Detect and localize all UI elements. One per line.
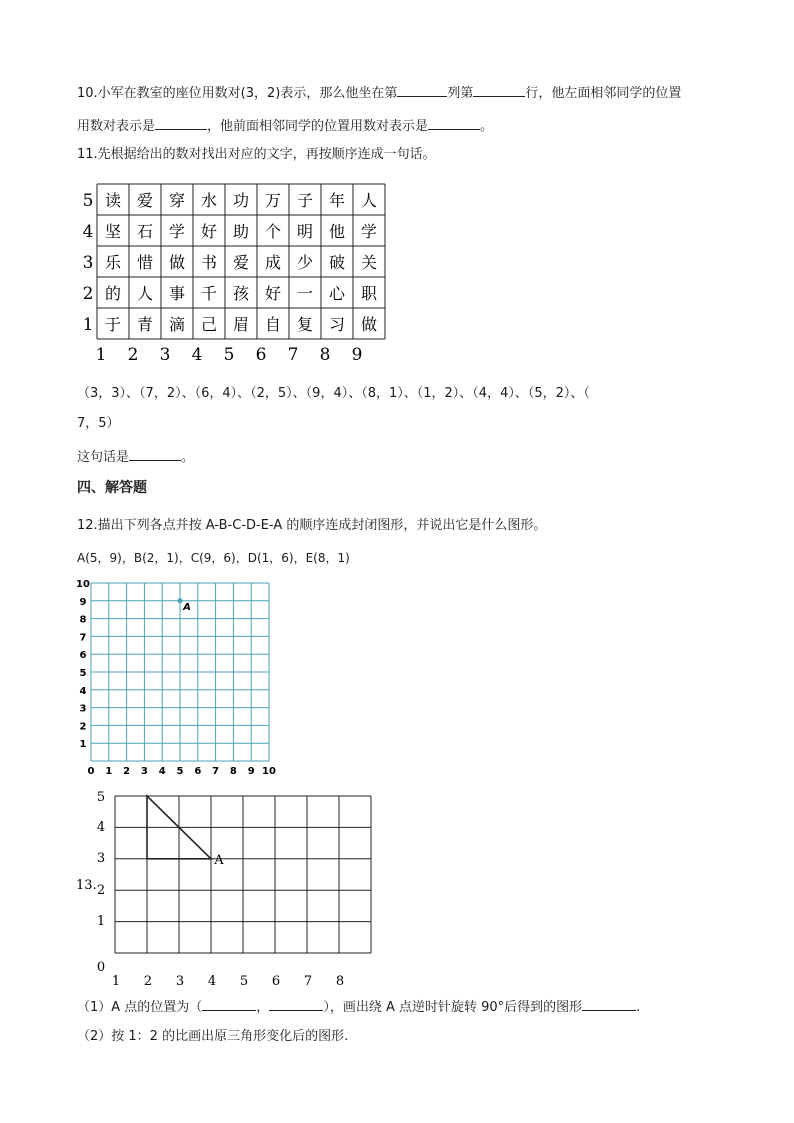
y-axis-label: 2 xyxy=(79,721,87,733)
grid-character: 习 xyxy=(328,315,346,334)
x-axis-label: 10 xyxy=(262,766,276,776)
grid-character: 学 xyxy=(168,222,186,241)
row-label: 3 xyxy=(82,253,94,273)
grid-character: 坚 xyxy=(104,222,122,241)
q13-part1-end: . xyxy=(636,1000,641,1015)
q13-a-x-blank[interactable] xyxy=(202,996,256,1011)
column-label: 9 xyxy=(351,345,363,365)
grid-character: 千 xyxy=(200,284,218,303)
grid-character: 读 xyxy=(104,191,122,210)
column-label: 5 xyxy=(223,345,235,365)
grid-character: 关 xyxy=(360,253,378,272)
column-label: 3 xyxy=(159,345,171,365)
grid-character: 成 xyxy=(264,253,282,272)
x-axis-label: 4 xyxy=(207,974,217,986)
point-a-label: A xyxy=(183,601,191,613)
x-axis-label: 6 xyxy=(271,974,281,986)
q10-text: ，他前面相邻同学的位置用数对表示是 xyxy=(207,119,429,134)
y-axis-label: 0 xyxy=(96,960,106,975)
grid-character: 做 xyxy=(168,253,186,272)
y-axis-label: 1 xyxy=(79,739,87,751)
q12-grid-lines xyxy=(91,583,269,761)
grid-character: 复 xyxy=(296,315,314,334)
x-axis-label: 3 xyxy=(140,766,148,776)
y-axis-label: 5 xyxy=(96,790,106,805)
grid-character: 好 xyxy=(264,284,282,303)
grid-character: 青 xyxy=(136,315,154,334)
grid-character: 个 xyxy=(264,222,282,241)
y-axis-label: 4 xyxy=(79,685,87,697)
q11-character-grid xyxy=(76,180,392,365)
grid-character: 的 xyxy=(104,284,122,303)
x-axis-label: 8 xyxy=(229,766,237,776)
y-axis-label: 8 xyxy=(79,614,87,626)
q13-triangle xyxy=(147,796,224,868)
row-label: 1 xyxy=(82,315,94,335)
grid-character: 水 xyxy=(200,191,218,210)
grid-character: 乐 xyxy=(104,253,122,272)
q11-answer-suffix: 。 xyxy=(181,450,195,465)
grid-character: 好 xyxy=(200,222,218,241)
column-label: 4 xyxy=(191,345,203,365)
grid-character: 爱 xyxy=(232,253,250,272)
y-axis-label: 10 xyxy=(76,579,90,590)
q13-number: 13. xyxy=(76,878,97,893)
q10-line2 xyxy=(77,115,493,136)
grid-character: 爱 xyxy=(136,191,154,210)
column-label: 2 xyxy=(127,345,139,365)
grid-character: 万 xyxy=(264,191,282,210)
x-axis-label: 9 xyxy=(247,766,255,776)
grid-character: 穿 xyxy=(168,191,186,210)
q10-left-neighbor-blank[interactable] xyxy=(155,115,207,130)
grid-character: 功 xyxy=(232,191,250,210)
q12-coordinate-grid xyxy=(72,578,282,776)
y-axis-label: 2 xyxy=(96,883,106,898)
q12-prompt: 12.描出下列各点并按 A-B-C-D-E-A 的顺序连成封闭图形，并说出它是什么图形。 xyxy=(77,518,547,533)
grid-character: 孩 xyxy=(232,284,250,303)
y-axis-label: 5 xyxy=(79,668,87,679)
grid-character: 心 xyxy=(328,284,346,303)
q13-part2: （2）按 1：2 的比画出原三角形变化后的图形. xyxy=(77,1029,349,1044)
grid-character: 做 xyxy=(360,315,378,334)
section-title: 四、解答题 xyxy=(77,480,147,496)
grid-character: 职 xyxy=(360,284,378,303)
x-axis-label: 5 xyxy=(176,766,184,776)
q12-axis-labels xyxy=(76,579,276,776)
grid-character: 眉 xyxy=(232,315,250,334)
q10-text: 10.小军在教室的座位用数对(3，2)表示，那么他坐在第 xyxy=(77,86,398,101)
y-axis-label: 1 xyxy=(96,914,106,929)
column-label: 7 xyxy=(287,345,299,365)
point-a-label: A xyxy=(214,852,224,868)
y-axis-label: 3 xyxy=(79,703,87,715)
q13-part1-sep: ， xyxy=(256,1000,270,1015)
grid-character: 年 xyxy=(328,191,346,210)
y-axis-label: 3 xyxy=(96,851,106,866)
q10-line1 xyxy=(77,82,681,103)
grid-character: 人 xyxy=(360,191,378,210)
grid-character: 明 xyxy=(296,222,314,241)
q11-answer-prefix: 这句话是 xyxy=(77,450,130,465)
q10-column-blank[interactable] xyxy=(397,82,447,97)
point-a-dot xyxy=(178,598,183,603)
q10-front-neighbor-blank[interactable] xyxy=(428,115,480,130)
x-axis-label: 4 xyxy=(158,766,166,776)
grid-character: 少 xyxy=(296,253,314,272)
q13-a-y-blank[interactable] xyxy=(269,996,323,1011)
q13-part1-text: （1）A 点的位置为（ xyxy=(77,1000,203,1015)
grid-character: 子 xyxy=(296,191,314,210)
grid-character: 人 xyxy=(136,284,154,303)
q11-answer-line xyxy=(77,446,194,467)
column-label: 8 xyxy=(319,345,331,365)
x-axis-label: 5 xyxy=(239,974,249,986)
q10-text: 列第 xyxy=(447,86,474,101)
x-axis-label: 7 xyxy=(303,974,313,986)
q11-pairs-line1: （3，3）、（7，2）、（6，4）、（2，5）、（9，4）、（8，1）、（1，2）、（4，4）、（5，2）、（ xyxy=(77,386,590,401)
q13-coordinate-grid xyxy=(76,786,386,986)
q10-text: 行，他左面相邻同学的位置 xyxy=(525,86,682,101)
x-axis-label: 0 xyxy=(87,766,95,776)
grid-character: 于 xyxy=(104,315,122,334)
row-label: 2 xyxy=(82,284,94,304)
q11-answer-blank[interactable] xyxy=(129,446,181,461)
grid-character: 事 xyxy=(168,284,186,303)
q13-grid-lines xyxy=(115,796,371,953)
grid-character: 己 xyxy=(200,315,218,334)
q11-pairs-line2: 7，5） xyxy=(77,416,120,431)
x-axis-label: 7 xyxy=(212,766,220,776)
x-axis-label: 2 xyxy=(123,766,131,776)
grid-character: 石 xyxy=(136,222,154,241)
q13-rotation-blank[interactable] xyxy=(582,996,636,1011)
column-label: 6 xyxy=(255,345,267,365)
y-axis-label: 9 xyxy=(79,596,87,608)
grid-character: 惜 xyxy=(136,253,154,272)
x-axis-label: 1 xyxy=(111,974,121,986)
grid-character: 滴 xyxy=(168,315,186,334)
grid-character: 书 xyxy=(200,253,218,272)
x-axis-label: 3 xyxy=(175,974,185,986)
row-label: 5 xyxy=(82,191,94,211)
grid-character: 助 xyxy=(232,222,250,241)
y-axis-label: 7 xyxy=(79,632,87,644)
x-axis-label: 2 xyxy=(143,974,153,986)
x-axis-label: 8 xyxy=(335,974,345,986)
grid-character: 他 xyxy=(328,222,346,241)
row-label: 4 xyxy=(82,222,94,242)
grid-character: 自 xyxy=(264,315,282,334)
column-label: 1 xyxy=(95,345,107,365)
q10-text: 。 xyxy=(480,119,494,134)
q13-part1 xyxy=(77,996,640,1017)
grid-character: 破 xyxy=(328,253,346,272)
x-axis-label: 1 xyxy=(105,766,113,776)
grid-character: 一 xyxy=(296,284,314,303)
y-axis-label: 6 xyxy=(79,650,87,662)
x-axis-label: 6 xyxy=(194,766,202,776)
y-axis-label: 4 xyxy=(96,820,106,835)
q10-text: 用数对表示是 xyxy=(77,119,156,134)
q10-row-blank[interactable] xyxy=(473,82,525,97)
q13-part1-text: ），画出绕 A 点逆时针旋转 90°后得到的图形 xyxy=(323,1000,583,1015)
grid-character: 学 xyxy=(360,222,378,241)
q12-points: A(5，9)，B(2，1)，C(9，6)，D(1，6)，E(8，1) xyxy=(77,551,350,565)
q11-prompt: 11.先根据给出的数对找出对应的文字，再按顺序连成一句话。 xyxy=(77,147,436,162)
